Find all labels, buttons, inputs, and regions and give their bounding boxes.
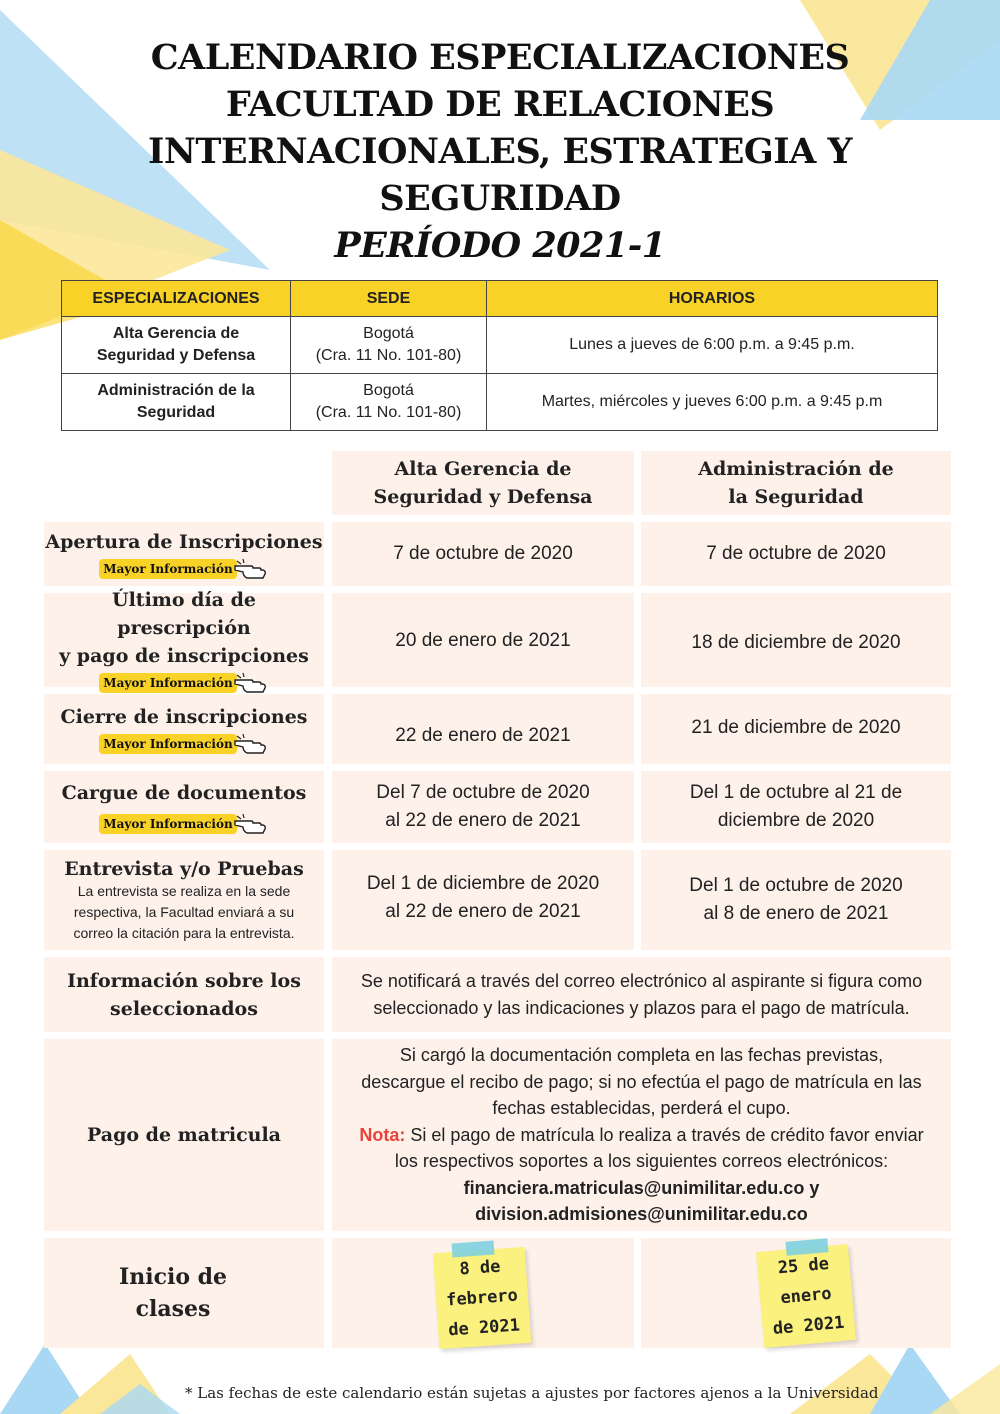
sede-address: (Cra. 11 No. 101-80) [315,347,462,364]
mayor-informacion-button[interactable] [99,733,268,755]
date-value: 7 de octubre de 2020 [706,543,886,564]
cargue-administracion [641,771,951,843]
pointing-hand-icon [233,558,269,580]
pointing-hand-icon [233,733,269,755]
header-horarios: HORARIOS [487,281,938,317]
apertura-administracion [641,522,951,586]
entrevista-administracion [641,850,951,950]
row-label-text: Apertura de Inscripciones [45,531,323,553]
sticky-date-line: de 2021 [772,1312,846,1339]
row-label-cargue [44,771,324,843]
mayor-informacion-label: Mayor Información [99,734,236,754]
header-sede: SEDE [291,281,487,317]
row-label-text: Información sobre los [67,969,301,992]
row-label-text: Pago de matricula [87,1124,281,1146]
title-period: PERÍODO 2021-1 [334,225,666,266]
date-value: diciembre de 2020 [717,810,875,831]
horario-cell: Lunes a jueves de 6:00 p.m. a 9:45 p.m. [487,317,938,374]
title-line-2: FACULTAD DE RELACIONES [225,84,775,125]
especializacion-name-line: Administración de la [97,382,255,399]
header-especializaciones: ESPECIALIZACIONES [62,281,291,317]
row-label-text: y pago de inscripciones [59,645,309,667]
row-label-inicio [44,1238,324,1348]
pago-nota-line [359,1122,923,1149]
pago-line: los respectivos soportes a los siguientes correos electrónicos: [394,1151,889,1172]
date-value: 18 de diciembre de 2020 [691,632,901,653]
pointing-hand-icon [233,672,269,694]
column-header-line: Alta Gerencia de [394,458,572,480]
email-admisiones[interactable]: division.admisiones@unimilitar.edu.co [475,1204,808,1225]
date-value: 22 de enero de 2021 [395,725,571,746]
date-value: Del 7 de octubre de 2020 [376,782,590,803]
date-value: al 8 de enero de 2021 [703,903,889,924]
schedule-table-header [62,281,938,317]
cierre-administracion [641,694,951,764]
date-value: 7 de octubre de 2020 [393,543,573,564]
especializacion-name [62,317,291,374]
table-row [62,374,938,431]
table-row [62,317,938,374]
pago-line: descargue el recibo de pago; si no efectúa el pago de matrícula en las [361,1071,922,1092]
pago-line: Si cargó la documentación completa en las fechas previstas, [399,1045,884,1066]
row-label-entrevista [44,850,324,950]
mayor-informacion-label: Mayor Información [99,814,236,834]
date-value: Del 1 de diciembre de 2020 [366,873,600,894]
mayor-informacion-button[interactable] [99,558,268,580]
pago-line: Si el pago de matrícula lo realiza a través de crédito favor enviar [405,1124,924,1145]
especializacion-name-line: Alta Gerencia de [112,325,240,342]
mayor-informacion-button[interactable] [99,672,268,694]
pago-line: fechas establecidas, perderá el cupo. [492,1098,791,1119]
column-header-administracion [641,451,951,515]
sede-cell [291,317,487,374]
cierre-alta-gerencia [332,694,634,764]
page-title [80,34,920,269]
sticky-note-alta-gerencia [433,1247,531,1349]
column-header-alta-gerencia [332,451,634,515]
column-header-line: la Seguridad [728,486,864,508]
row-label-text: Último día de prescripción [112,589,256,639]
horario-cell: Martes, miércoles y jueves 6:00 p.m. a 9:45 p.m [487,374,938,431]
schedule-table [61,280,938,431]
sticky-date-line: febrero [445,1285,519,1311]
sede-address: (Cra. 11 No. 101-80) [315,404,462,421]
row-label-text: Inicio de [118,1264,228,1290]
title-line-4: SEGURIDAD [379,178,621,219]
informacion-line: seleccionado y las indicaciones y plazos para el pago de matrícula. [373,997,910,1018]
entrevista-note: La entrevista se realiza en la sede [77,882,291,899]
row-label-text: Entrevista y/o Pruebas [64,857,304,880]
row-label-text: seleccionados [110,997,258,1020]
tape-decoration [452,1241,495,1258]
decor-triangles-bottom-right [760,1344,1000,1414]
sticky-note-administracion [756,1244,856,1348]
ultimo-administracion [641,593,951,687]
title-line-1: CALENDARIO ESPECIALIZACIONES [150,37,850,78]
mayor-informacion-button[interactable] [99,813,268,835]
pointing-hand-icon [233,813,269,835]
especializacion-name-line: Seguridad y Defensa [96,347,256,364]
date-value: 20 de enero de 2021 [395,630,571,651]
row-label-text: Cargue de documentos [61,782,307,804]
entrevista-note: correo la citación para la entrevista. [73,924,295,941]
sede-cell [291,374,487,431]
sticky-date-line: de 2021 [447,1315,521,1341]
row-label-apertura [44,522,324,586]
entrevista-note: respectiva, la Facultad enviará a su [73,903,295,920]
pago-text [332,1039,951,1231]
row-label-cierre [44,694,324,764]
column-header-line: Administración de [698,458,894,480]
row-label-informacion [44,957,324,1032]
date-value: Del 1 de octubre al 21 de [689,782,903,803]
sticky-date-line: enero [779,1283,833,1309]
row-label-pago [44,1039,324,1231]
row-label-text: Cierre de inscripciones [60,706,308,728]
decor-triangles-bottom-left [0,1344,220,1414]
mayor-informacion-label: Mayor Información [99,673,236,693]
apertura-alta-gerencia [332,522,634,586]
row-label-ultimo-dia [44,589,324,690]
column-header-line: Seguridad y Defensa [373,486,593,508]
sticky-date-line: 25 de [777,1253,830,1279]
nota-label: Nota: [359,1124,406,1145]
title-line-3: INTERNACIONALES, ESTRATEGIA Y [147,131,852,172]
mayor-informacion-label: Mayor Información [99,559,236,579]
sede-city: Bogotá [363,325,414,342]
email-financiera[interactable]: financiera.matriculas@unimilitar.edu.co y [463,1177,820,1198]
ultimo-alta-gerencia [332,593,634,687]
date-value: al 22 de enero de 2021 [385,810,581,831]
especializacion-name-line: Seguridad [136,404,216,421]
row-label-text: clases [135,1296,211,1322]
cargue-alta-gerencia [332,771,634,843]
date-value: al 22 de enero de 2021 [385,901,581,922]
date-value: 21 de diciembre de 2020 [691,717,901,738]
sede-city: Bogotá [363,382,414,399]
informacion-text [332,957,951,1032]
footnote: * Las fechas de este calendario están sujetas a ajustes por factores ajenos a la Universidad [185,1384,879,1402]
entrevista-alta-gerencia [332,850,634,950]
sticky-date-line: 8 de [458,1256,502,1280]
date-value: Del 1 de octubre de 2020 [689,875,903,896]
especializacion-name [62,374,291,431]
informacion-line: Se notificará a través del correo electrónico al aspirante si figura como [360,970,923,991]
